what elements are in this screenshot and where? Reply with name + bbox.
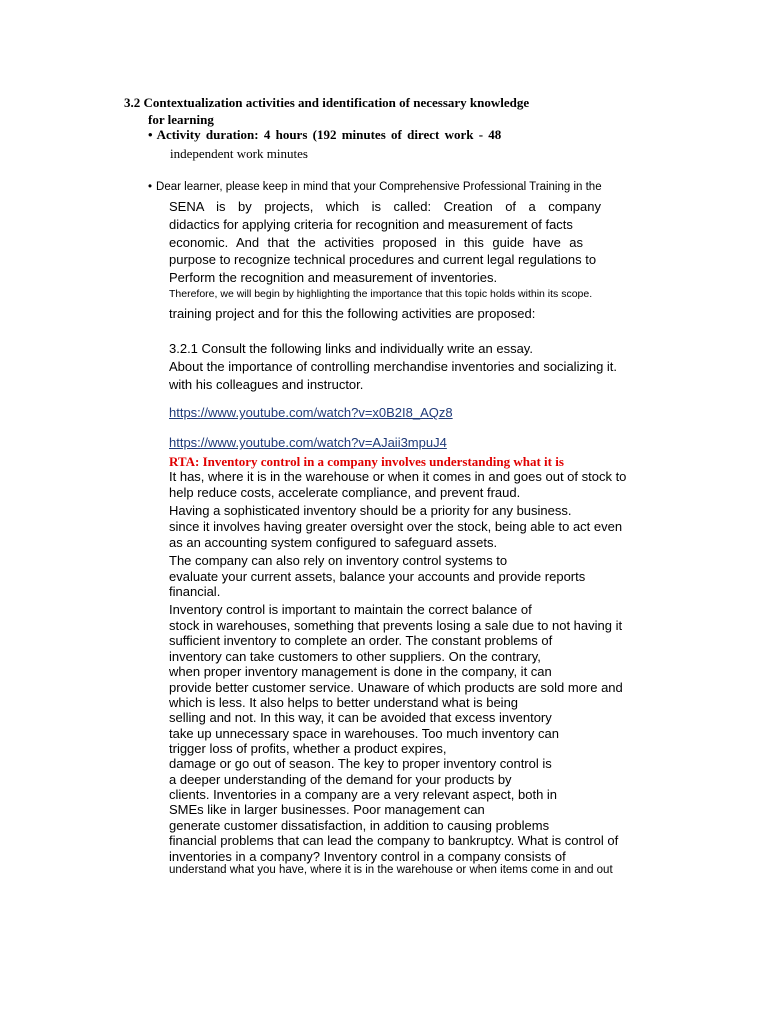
intro-line-6: Perform the recognition and measurement of inventories. (169, 270, 498, 285)
answer-line-2: help reduce costs, accelerate compliance, and prevent fraud. (169, 485, 521, 500)
duration-text: Activity duration: 4 hours (192 minutes of direct work - 48 (156, 127, 502, 142)
activity-line-3: with his colleagues and instructor. (169, 377, 364, 392)
bullet-icon: • (148, 181, 153, 193)
answer-line-26: understand what you have, where it is in the warehouse or when items come in and out (169, 864, 613, 876)
intro-line-5: purpose to recognize technical procedures and current legal regulations to (169, 252, 597, 267)
intro-line-8: training project and for this the following activities are proposed: (169, 306, 536, 321)
answer-heading: RTA: Inventory control in a company involves understanding what it is (169, 454, 564, 469)
intro-item (148, 182, 602, 194)
answer-line-23: generate customer dissatisfaction, in addition to causing problems (169, 818, 550, 833)
bullet-icon: • (148, 127, 153, 142)
answer-line-10: stock in warehouses, something that prevents losing a sale due to not having it (169, 618, 623, 633)
answer-line-12: inventory can take customers to other suppliers. On the contrary, (169, 649, 541, 664)
intro-line-4: economic. And that the activities proposed in this guide have as (169, 235, 583, 250)
answer-line-3: Having a sophisticated inventory should be a priority for any business. (169, 503, 572, 518)
answer-line-18: trigger loss of profits, whether a product expires, (169, 741, 447, 756)
answer-line-15: which is less. It also helps to better understand what is being (169, 695, 519, 710)
answer-line-6: The company can also rely on inventory control systems to (169, 553, 508, 568)
answer-line-13: when proper inventory management is done in the company, it can (169, 664, 552, 679)
activity-line-2: About the importance of controlling merchandise inventories and socializing it. (169, 359, 618, 374)
answer-line-21: clients. Inventories in a company are a very relevant aspect, both in (169, 787, 558, 802)
answer-line-9: Inventory control is important to maintain the correct balance of (169, 602, 532, 617)
answer-line-4: since it involves having greater oversight over the stock, being able to act even (169, 519, 623, 534)
intro-line-7: Therefore, we will begin by highlighting the importance that this topic holds within its scope. (169, 288, 593, 300)
answer-line-22: SMEs like in larger businesses. Poor management can (169, 802, 485, 817)
activity-line-1: 3.2.1 Consult the following links and individually write an essay. (169, 341, 533, 356)
duration-text-continuation: independent work minutes (170, 146, 308, 161)
section-heading: 3.2 Contextualization activities and identification of necessary knowledge (124, 95, 530, 110)
answer-line-17: take up unnecessary space in warehouses. Too much inventory can (169, 726, 559, 741)
intro-line-1: Dear learner, please keep in mind that your Comprehensive Professional Training in the (156, 181, 602, 193)
intro-line-2: SENA is by projects, which is called: Creation of a company (169, 199, 601, 214)
answer-line-20: a deeper understanding of the demand for your products by (169, 772, 512, 787)
section-heading-continuation: for learning (148, 112, 214, 127)
video-link-1[interactable]: https://www.youtube.com/watch?v=x0B2I8_AQz8 (169, 405, 453, 420)
answer-line-5: as an accounting system configured to safeguard assets. (169, 535, 498, 550)
duration-item (148, 128, 501, 141)
answer-line-7: evaluate your current assets, balance your accounts and provide reports (169, 569, 586, 584)
answer-line-16: selling and not. In this way, it can be avoided that excess inventory (169, 710, 552, 725)
answer-line-24: financial problems that can lead the company to bankruptcy. What is control of (169, 833, 619, 848)
answer-line-1: It has, where it is in the warehouse or when it comes in and goes out of stock to (169, 469, 627, 484)
answer-line-25: inventories in a company? Inventory control in a company consists of (169, 849, 566, 864)
answer-line-8: financial. (169, 584, 221, 599)
video-link-2[interactable]: https://www.youtube.com/watch?v=AJaii3mpuJ4 (169, 435, 447, 450)
intro-line-3: didactics for applying criteria for recognition and measurement of facts (169, 217, 573, 232)
answer-line-14: provide better customer service. Unaware of which products are sold more and (169, 680, 623, 695)
answer-line-19: damage or go out of season. The key to proper inventory control is (169, 756, 552, 771)
answer-line-11: sufficient inventory to complete an order. The constant problems of (169, 633, 553, 648)
